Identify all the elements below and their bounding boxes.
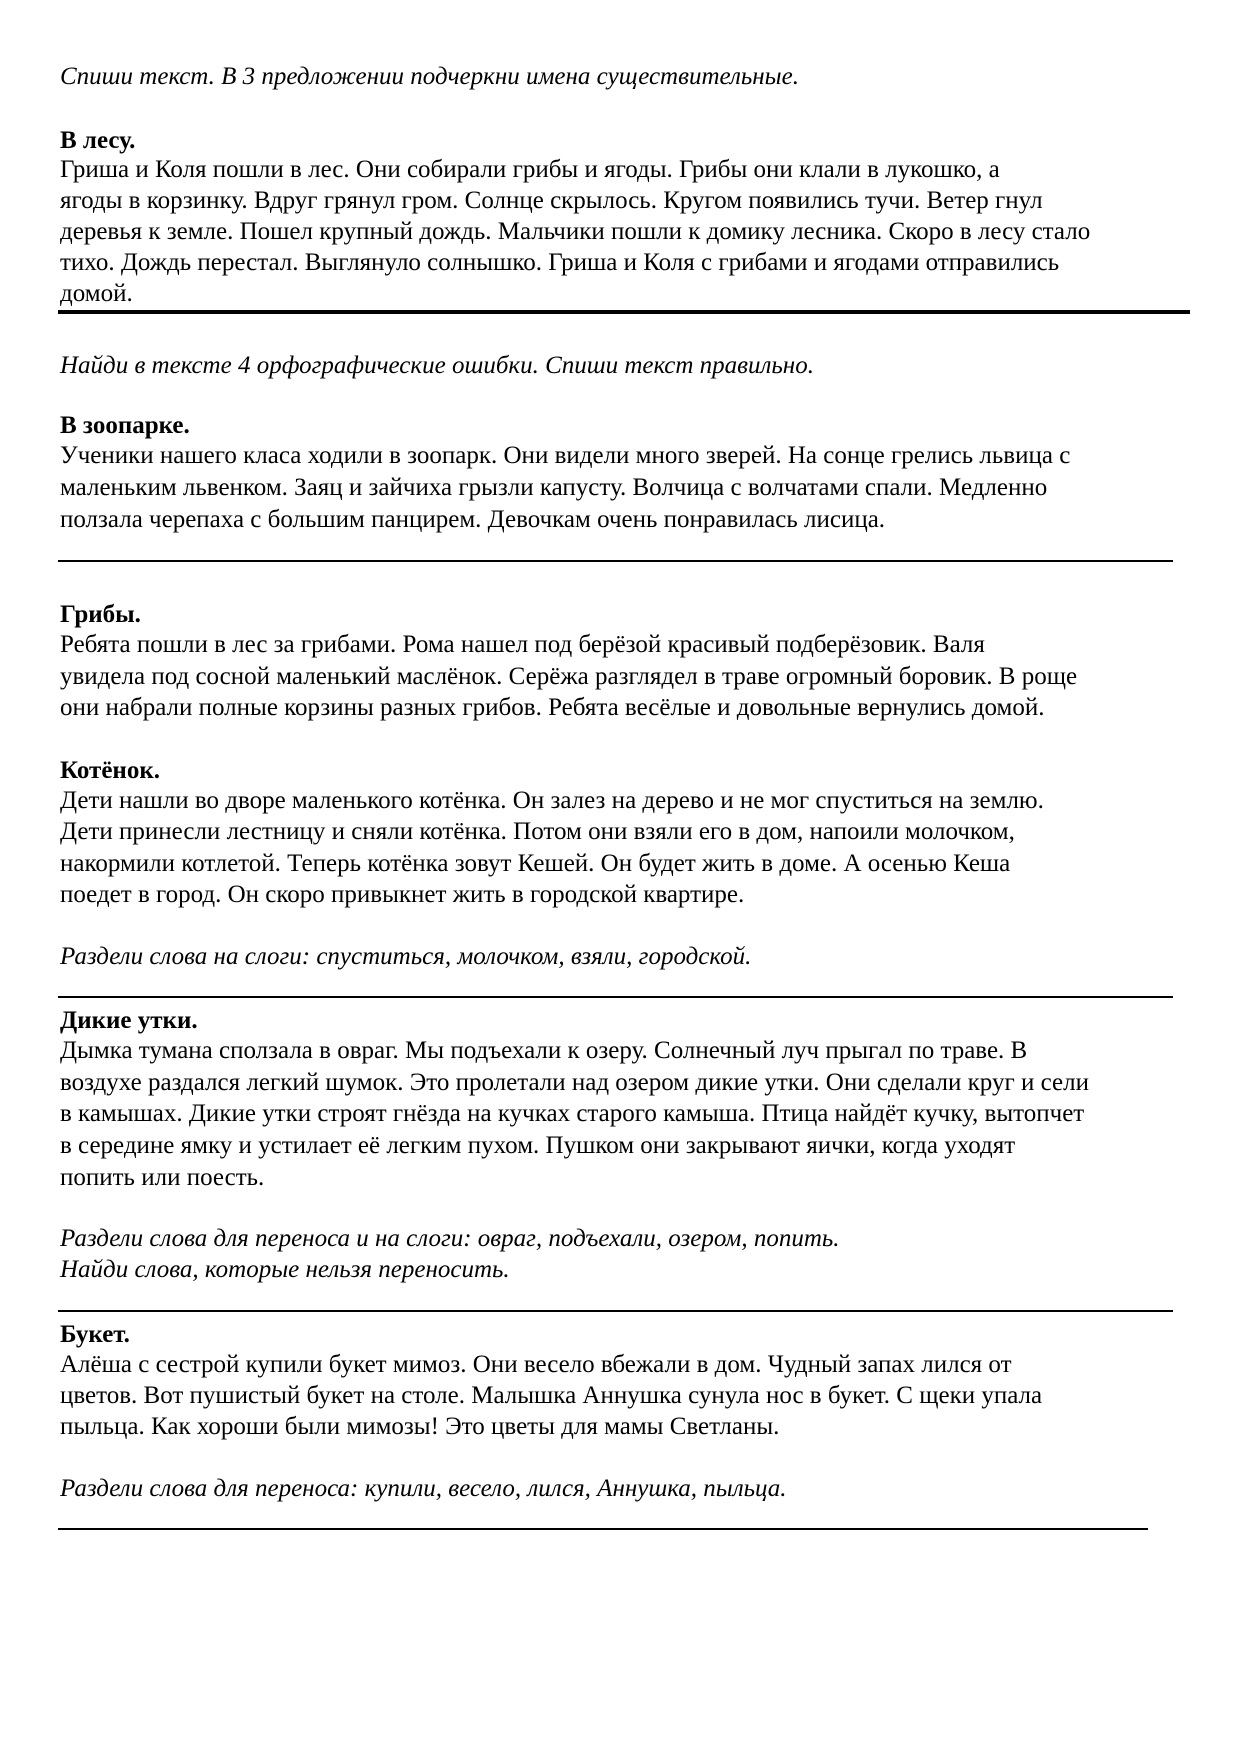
text-line: Дети принесли лестницу и сняли котёнка. Потом они взяли его в дом, напоили молочком, <box>60 818 1015 845</box>
text-line: поедет в город. Он скоро привыкнет жить в городской квартире. <box>60 881 745 908</box>
text-line: ягоды в корзинку. Вдруг грянул гром. Солнце скрылось. Кругом появились тучи. Ветер гнул <box>60 187 1043 214</box>
text-line: маленьким львенком. Заяц и зайчиха грызли капусту. Волчица с волчатами спали. Медленно <box>60 474 1048 501</box>
divider-line <box>58 996 1173 998</box>
instruction-text: Найди в тексте 4 орфографические ошибки. Спиши текст правильно. <box>60 352 814 379</box>
text-line: Ребята пошли в лес за грибами. Рома нашел под берёзой красивый подберёзовик. Валя <box>60 631 985 658</box>
text-line: Ученики нашего класа ходили в зоопарк. Они видели много зверей. На сонце грелись львица с <box>60 442 1071 469</box>
section-title: Грибы. <box>60 601 141 628</box>
text-line: Гриша и Коля пошли в лес. Они собирали грибы и ягоды. Грибы они клали в лукошко, а <box>60 156 1000 183</box>
section-title: В лесу. <box>60 127 136 154</box>
text-line: Дымка тумана сползала в овраг. Мы подъехали к озеру. Солнечный луч прыгал по траве. В <box>60 1037 1028 1064</box>
text-line: домой. <box>60 280 133 307</box>
section-title: Дикие утки. <box>60 1007 198 1034</box>
text-line: Алёша с сестрой купили букет мимоз. Они весело вбежали в дом. Чудный запах лился от <box>60 1351 1012 1378</box>
text-line: воздухе раздался легкий шумок. Это пролетали над озером дикие утки. Они сделали круг и сели <box>60 1069 1089 1096</box>
instruction-text: Раздели слова на слоги: спуститься, молочком, взяли, городской. <box>60 943 752 970</box>
text-line: цветов. Вот пушистый букет на столе. Малышка Аннушка сунула нос в букет. С щеки упала <box>60 1382 1043 1409</box>
divider-line <box>58 560 1173 562</box>
text-line: попить или поесть. <box>60 1164 265 1191</box>
divider-line <box>58 1528 1148 1530</box>
divider-line <box>58 1310 1173 1312</box>
text-line: накормили котлетой. Теперь котёнка зовут Кешей. Он будет жить в доме. А осенью Кеша <box>60 850 1011 877</box>
text-line: пыльца. Как хороши были мимозы! Это цветы для мамы Светланы. <box>60 1413 780 1440</box>
text-line: Дети нашли во дворе маленького котёнка. Он залез на дерево и не мог спуститься на землю. <box>60 787 1044 814</box>
text-line: тихо. Дождь перестал. Выглянуло солнышко. Гриша и Коля с грибами и ягодами отправились <box>60 249 1060 276</box>
section-title: Котёнок. <box>60 757 160 784</box>
text-line: деревья к земле. Пошел крупный дождь. Мальчики пошли к домику лесника. Скоро в лесу стало <box>60 218 1091 245</box>
text-line: они набрали полные корзины разных грибов. Ребята весёлые и довольные вернулись домой. <box>60 694 1045 721</box>
instruction-text: Раздели слова для переноса и на слоги: овраг, подъехали, озером, попить. <box>60 1225 840 1252</box>
text-line: увидела под сосной маленький маслёнок. Серёжа разглядел в траве огромный боровик. В роще <box>60 663 1078 690</box>
divider-line <box>58 310 1190 314</box>
text-line: в середине ямку и устилает её легким пухом. Пушком они закрывают яички, когда уходят <box>60 1132 1016 1159</box>
instruction-text: Найди слова, которые нельзя переносить. <box>60 1256 510 1283</box>
instruction-text: Спиши текст. В 3 предложении подчеркни имена существительные. <box>60 63 799 90</box>
section-title: Букет. <box>60 1321 130 1348</box>
instruction-text: Раздели слова для переноса: купили, весело, лился, Аннушка, пыльца. <box>60 1475 787 1502</box>
section-title: В зоопарке. <box>60 412 190 439</box>
text-line: в камышах. Дикие утки строят гнёзда на кучках старого камыша. Птица найдёт кучку, вытопчет <box>60 1100 1085 1127</box>
text-line: ползала черепаха с большим панцирем. Девочкам очень понравилась лисица. <box>60 506 886 533</box>
